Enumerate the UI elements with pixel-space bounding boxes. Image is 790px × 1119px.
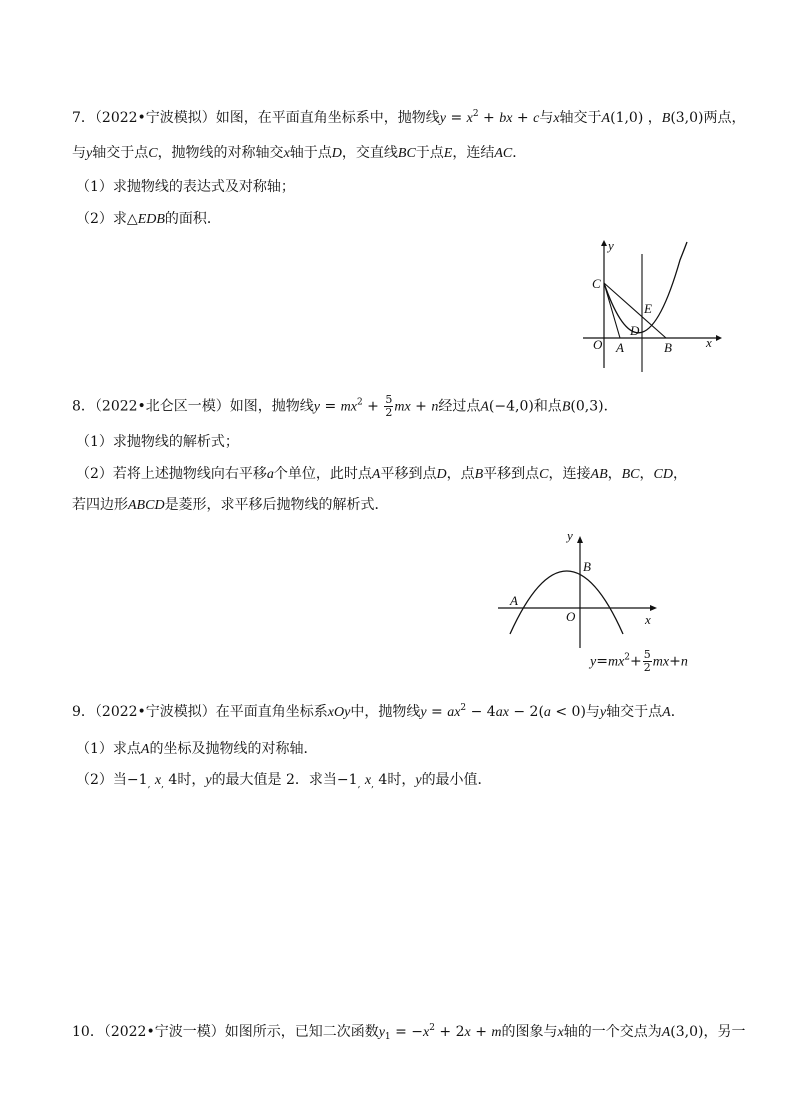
q9-stem: 9．（2022•宁波模拟）在平面直角坐标系xOy中，抛物线$y = ax^2 - 4ax - 2(a < 0)$与y轴交于点A． (72, 703, 685, 720)
q8-stem-line-1: 8．（2022•北仑区一模）如图，抛物线$y = mx^2$ + $\frac{5}{2}$ mx + n经过点A(−4,0)和点B(0,3)． (72, 393, 618, 419)
q7-label-D: D (630, 323, 640, 338)
q7-label-B: B (664, 340, 672, 355)
q7-label-C: C (592, 276, 601, 291)
q7-part-2: （2）求△EDB的面积． (76, 211, 221, 227)
q8-part-2-cont: 若四边形ABCD是菱形，求平移后抛物线的解析式． (72, 497, 389, 513)
q9-part-1: （1）求点A的坐标及抛物线的对称轴． (76, 741, 318, 757)
q8-label-y: y (567, 528, 573, 543)
q8-part-1: （1）求抛物线的解析式； (76, 434, 239, 450)
q8-label-x: x (645, 612, 651, 627)
q7-figure (578, 236, 728, 376)
q8-label-O: O (566, 609, 576, 624)
q8-figure-equation: $y=mx^2+$ $\frac{5}{2}$ mx+n (590, 648, 688, 674)
q7-label-y: y (608, 238, 614, 253)
q7-part-1: （1）求抛物线的表达式及对称轴； (76, 179, 295, 195)
q9-part-2: （2）当$-1_,$ $x_,$ 4时，y的最大值是 2．求当$-1_,$ $x_,$ 4时，y的最小值． (76, 772, 492, 790)
q7-stem-line-1: 7．（2022•宁波模拟）如图，在平面直角坐标系中，抛物线$y = x^2$ + bx + c与x轴交于A(1,0) ，B(3,0)两点， (72, 109, 746, 126)
q7-stem-line-2: 与y轴交于点C，抛物线的对称轴交x轴于点D，交直线BC于点E，连结AC． (72, 145, 527, 161)
q7-label-O: O (593, 337, 603, 352)
q7-label-A: A (616, 340, 624, 355)
q7-label-E: E (644, 301, 652, 316)
q7-label-x: x (706, 335, 712, 350)
q8-label-A: A (510, 593, 518, 608)
q10-stem: 10．（2022•宁波一模）如图所示，已知二次函数$y_1 = -x^2 + 2x + m$的图象与x轴的一个交点为A(3,0)，另一 (72, 1023, 746, 1042)
q8-part-2: （2）若将上述抛物线向右平移a个单位，此时点A平移到点D，点B平移到点C，连接AB，BC，CD， (76, 466, 687, 482)
q8-label-B: B (583, 559, 591, 574)
